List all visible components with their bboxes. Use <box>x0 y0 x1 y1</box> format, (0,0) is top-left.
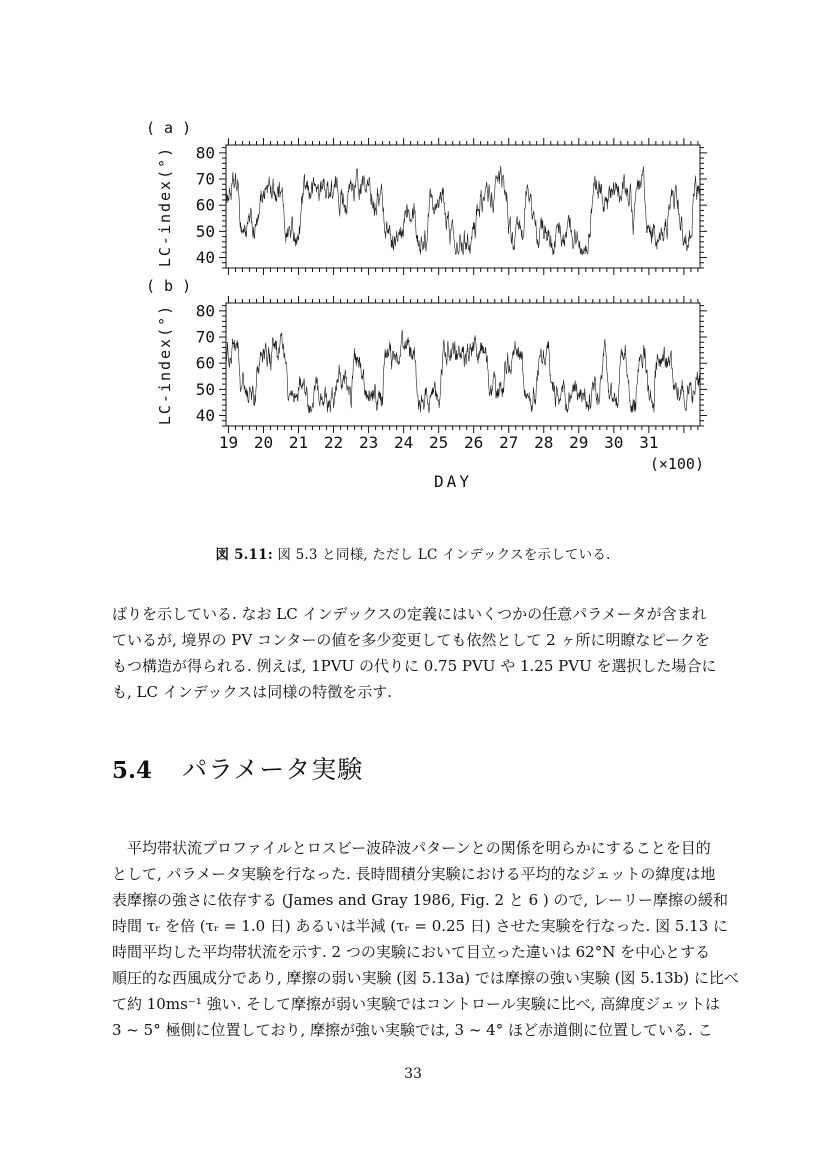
page-number: 33 <box>404 1066 422 1082</box>
text-line: も, LC インデックスは同様の特徴を示す. <box>112 683 393 701</box>
x-tick-label: 24 <box>393 433 414 452</box>
y-axis-label-b: LC-index(°) <box>156 303 174 426</box>
y-tick-label: 60 <box>195 353 215 373</box>
plot-ticks-b <box>219 296 707 433</box>
figure-caption <box>0 543 826 563</box>
y-tick-label: 50 <box>195 379 215 399</box>
y-tick-label: 70 <box>195 169 215 189</box>
x-tick-label: 19 <box>218 433 239 452</box>
figure-caption-text: 図 5.3 と同様, ただし LC インデックスを示している. <box>272 547 611 563</box>
y-tick-label: 40 <box>195 248 215 268</box>
x-tick-label: 21 <box>288 433 309 452</box>
x-tick-label: 22 <box>323 433 344 452</box>
text-line: 順圧的な西風成分であり, 摩擦の弱い実験 (図 5.13a) では摩擦の強い実験 (図 5.13b) に比べ <box>112 969 739 987</box>
text-line: 平均帯状流プロファイルとロスビー波砕波パターンとの関係を明らかにすることを目的 <box>112 839 711 857</box>
x-tick-label: 26 <box>464 433 484 452</box>
x-tick-label: 23 <box>358 433 379 452</box>
series-line-b <box>226 330 700 413</box>
section-title: パラメータ実験 <box>182 755 364 784</box>
figure-5-11-charts <box>0 0 826 505</box>
y-tick-label: 40 <box>195 406 215 426</box>
x-tick-label: 25 <box>429 433 449 452</box>
text-line: て約 10ms⁻¹ 強い. そして摩擦が弱い実験ではコントロール実験に比べ, 高緯度ジェットは <box>112 995 720 1013</box>
x-tick-label: 20 <box>253 433 274 452</box>
plot-frame-b <box>226 303 700 426</box>
text-line: ばりを示している. なお LC インデックスの定義にはいくつかの任意パラメータが含まれ <box>112 605 707 623</box>
y-tick-label: 70 <box>195 327 215 347</box>
text-line: ているが, 境界の PV コンターの値を多少変更しても依然として 2 ヶ所に明瞭なピークを <box>112 631 710 649</box>
text-line: 3 ~ 5° 極側に位置しており, 摩擦が強い実験では, 3 ~ 4° ほど赤道側に位置している. こ <box>112 1021 713 1039</box>
plot-frame-a <box>226 145 700 268</box>
text-line: 時間 τᵣ を倍 (τᵣ = 1.0 日) あるいは半減 (τᵣ = 0.25 日) させた実験を行なった. 図 5.13 に <box>112 917 729 935</box>
text-line: 表摩擦の強さに依存する (James and Gray 1986, Fig. 2 と 6 ) ので, レーリー摩擦の緩和 <box>112 891 729 909</box>
paragraph-2 <box>112 835 739 1043</box>
y-axis-label-a: LC-index(°) <box>156 145 174 268</box>
x-tick-label: 31 <box>639 433 659 452</box>
paragraph-1 <box>112 601 726 705</box>
y-tick-label: 60 <box>195 195 215 215</box>
x-tick-label: 29 <box>569 433 589 452</box>
panel-label-b: ( b ) <box>146 277 192 295</box>
x-tick-label: 30 <box>604 433 624 452</box>
x-axis-label: DAY <box>434 472 472 491</box>
y-tick-label: 80 <box>195 143 215 163</box>
figure-caption-label: 図 5.11: <box>215 547 273 563</box>
x-tick-label: 27 <box>499 433 519 452</box>
text-line: 時間平均した平均帯状流を示す. 2 つの実験において目立った違いは 62°N を中心とする <box>112 943 711 961</box>
panel-label-a: ( a ) <box>146 119 192 137</box>
section-number: 5.4 <box>112 757 153 784</box>
y-tick-label: 50 <box>195 221 215 241</box>
x-axis-scale-note: (×100) <box>649 455 704 473</box>
x-tick-label: 28 <box>534 433 554 452</box>
section-heading <box>112 750 363 786</box>
series-line-a <box>226 166 700 255</box>
y-tick-label: 80 <box>195 301 215 321</box>
text-line: として, パラメータ実験を行なった. 長時間積分実験における平均的なジェットの緯度は地 <box>112 865 716 883</box>
text-line: もつ構造が得られる. 例えば, 1PVU の代りに 0.75 PVU や 1.25 PVU を選択した場合に <box>112 657 717 675</box>
